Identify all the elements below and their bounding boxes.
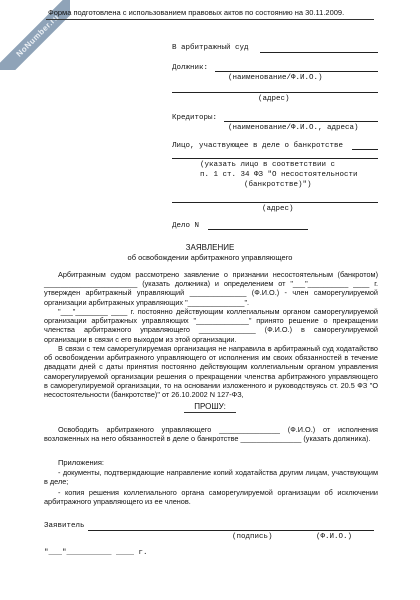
signature-hint: (подпись) xyxy=(232,533,273,541)
paragraph-2: "___"________ ____ г. постоянно действующим коллегиальным органом саморегулируемой организации арбитражных управляющих "_____________" принято решение о прекращении членства арбитражного управляющего ______________ (Ф.И.О.) в саморегулируемой организации в связи с его выходом из этой организации. xyxy=(44,307,378,344)
creditors-hint: (наименование/Ф.И.О., адреса) xyxy=(228,124,359,132)
creditors-label: Кредиторы: xyxy=(172,114,218,122)
paragraph-1: Арбитражным судом рассмотрено заявление о признании несостоятельным (банкротом) _______________________ (указать должника) и определением от "___"__________ ____ г. утвержден арбитражный управляющий ______________ (Ф.И.О.) - член саморегулируемой организации арбитражных управляющих "______________". xyxy=(44,270,378,307)
document-title: ЗАЯВЛЕНИЕ xyxy=(185,243,235,252)
creditors-line xyxy=(224,121,378,122)
debtor-address-line xyxy=(172,92,378,93)
participant-line-2 xyxy=(172,158,378,159)
document-subtitle: об освобождении арбитражного управляющего xyxy=(127,253,293,262)
debtor-label: Должник: xyxy=(172,64,209,72)
participant-address-hint: (адрес) xyxy=(262,205,294,213)
participant-hint-1: (указать лицо в соответствии с xyxy=(200,161,336,169)
applicant-label: Заявитель xyxy=(44,522,85,530)
name-hint: (Ф.И.О.) xyxy=(316,533,353,541)
participant-address-line xyxy=(172,202,378,203)
attachment-1: - документы, подтверждающие направление копий ходатайства другим лицам, участвующим в деле; xyxy=(44,468,378,487)
case-label: Дело N xyxy=(172,222,200,230)
paragraph-3: В связи с тем саморегулируемая организация не направила в арбитражный суд ходатайство об освобождении арбитражного управляющего от исполнения им своих обязанностей в течение двадцати дней с даты принятия постоянно действующим коллегиальным органом управления саморегулируемой организации решения о прекращении членства арбитражного управляющего в саморегулируемой организации, то на основании изложенного и руководствуясь ст. 20.5 ФЗ "О несостоятельности (банкротстве)" от 26.10.2002 N 127-ФЗ, xyxy=(44,344,378,400)
header-note: Форма подготовлена с использованием правовых актов по состоянию на 30.11.2009. xyxy=(48,8,345,17)
watermark-text: NoNumber.ru xyxy=(0,0,70,70)
attachments-title: Приложения: xyxy=(58,458,104,467)
court-label: В арбитражный суд xyxy=(172,44,249,52)
case-line xyxy=(208,229,308,230)
request-title: ПРОШУ: xyxy=(194,402,226,411)
court-line xyxy=(260,52,378,53)
attachment-2: - копия решения коллегиального органа саморегулируемой организации об исключении арбитражного управляющего из ее членов. xyxy=(44,488,378,507)
participant-hint-2: п. 1 ст. 34 ФЗ "О несостоятельности xyxy=(200,171,358,179)
request-title-rule xyxy=(184,412,236,413)
debtor-hint: (наименование/Ф.И.О.) xyxy=(228,74,323,82)
participant-label: Лицо, участвующее в деле о банкротстве xyxy=(172,142,344,150)
participant-line xyxy=(352,149,378,150)
date-line: "___"__________ ____ г. xyxy=(44,549,148,557)
header-rule xyxy=(46,19,374,20)
request-text: Освободить арбитражного управляющего _______________ (Ф.И.О.) от исполнения возложенных на него обязанностей в деле о банкротстве _______________ (указать должника). xyxy=(44,425,378,444)
debtor-line xyxy=(215,71,378,72)
debtor-address-hint: (адрес) xyxy=(258,95,290,103)
applicant-line xyxy=(88,530,374,531)
participant-hint-3: (банкротстве)") xyxy=(244,181,312,189)
